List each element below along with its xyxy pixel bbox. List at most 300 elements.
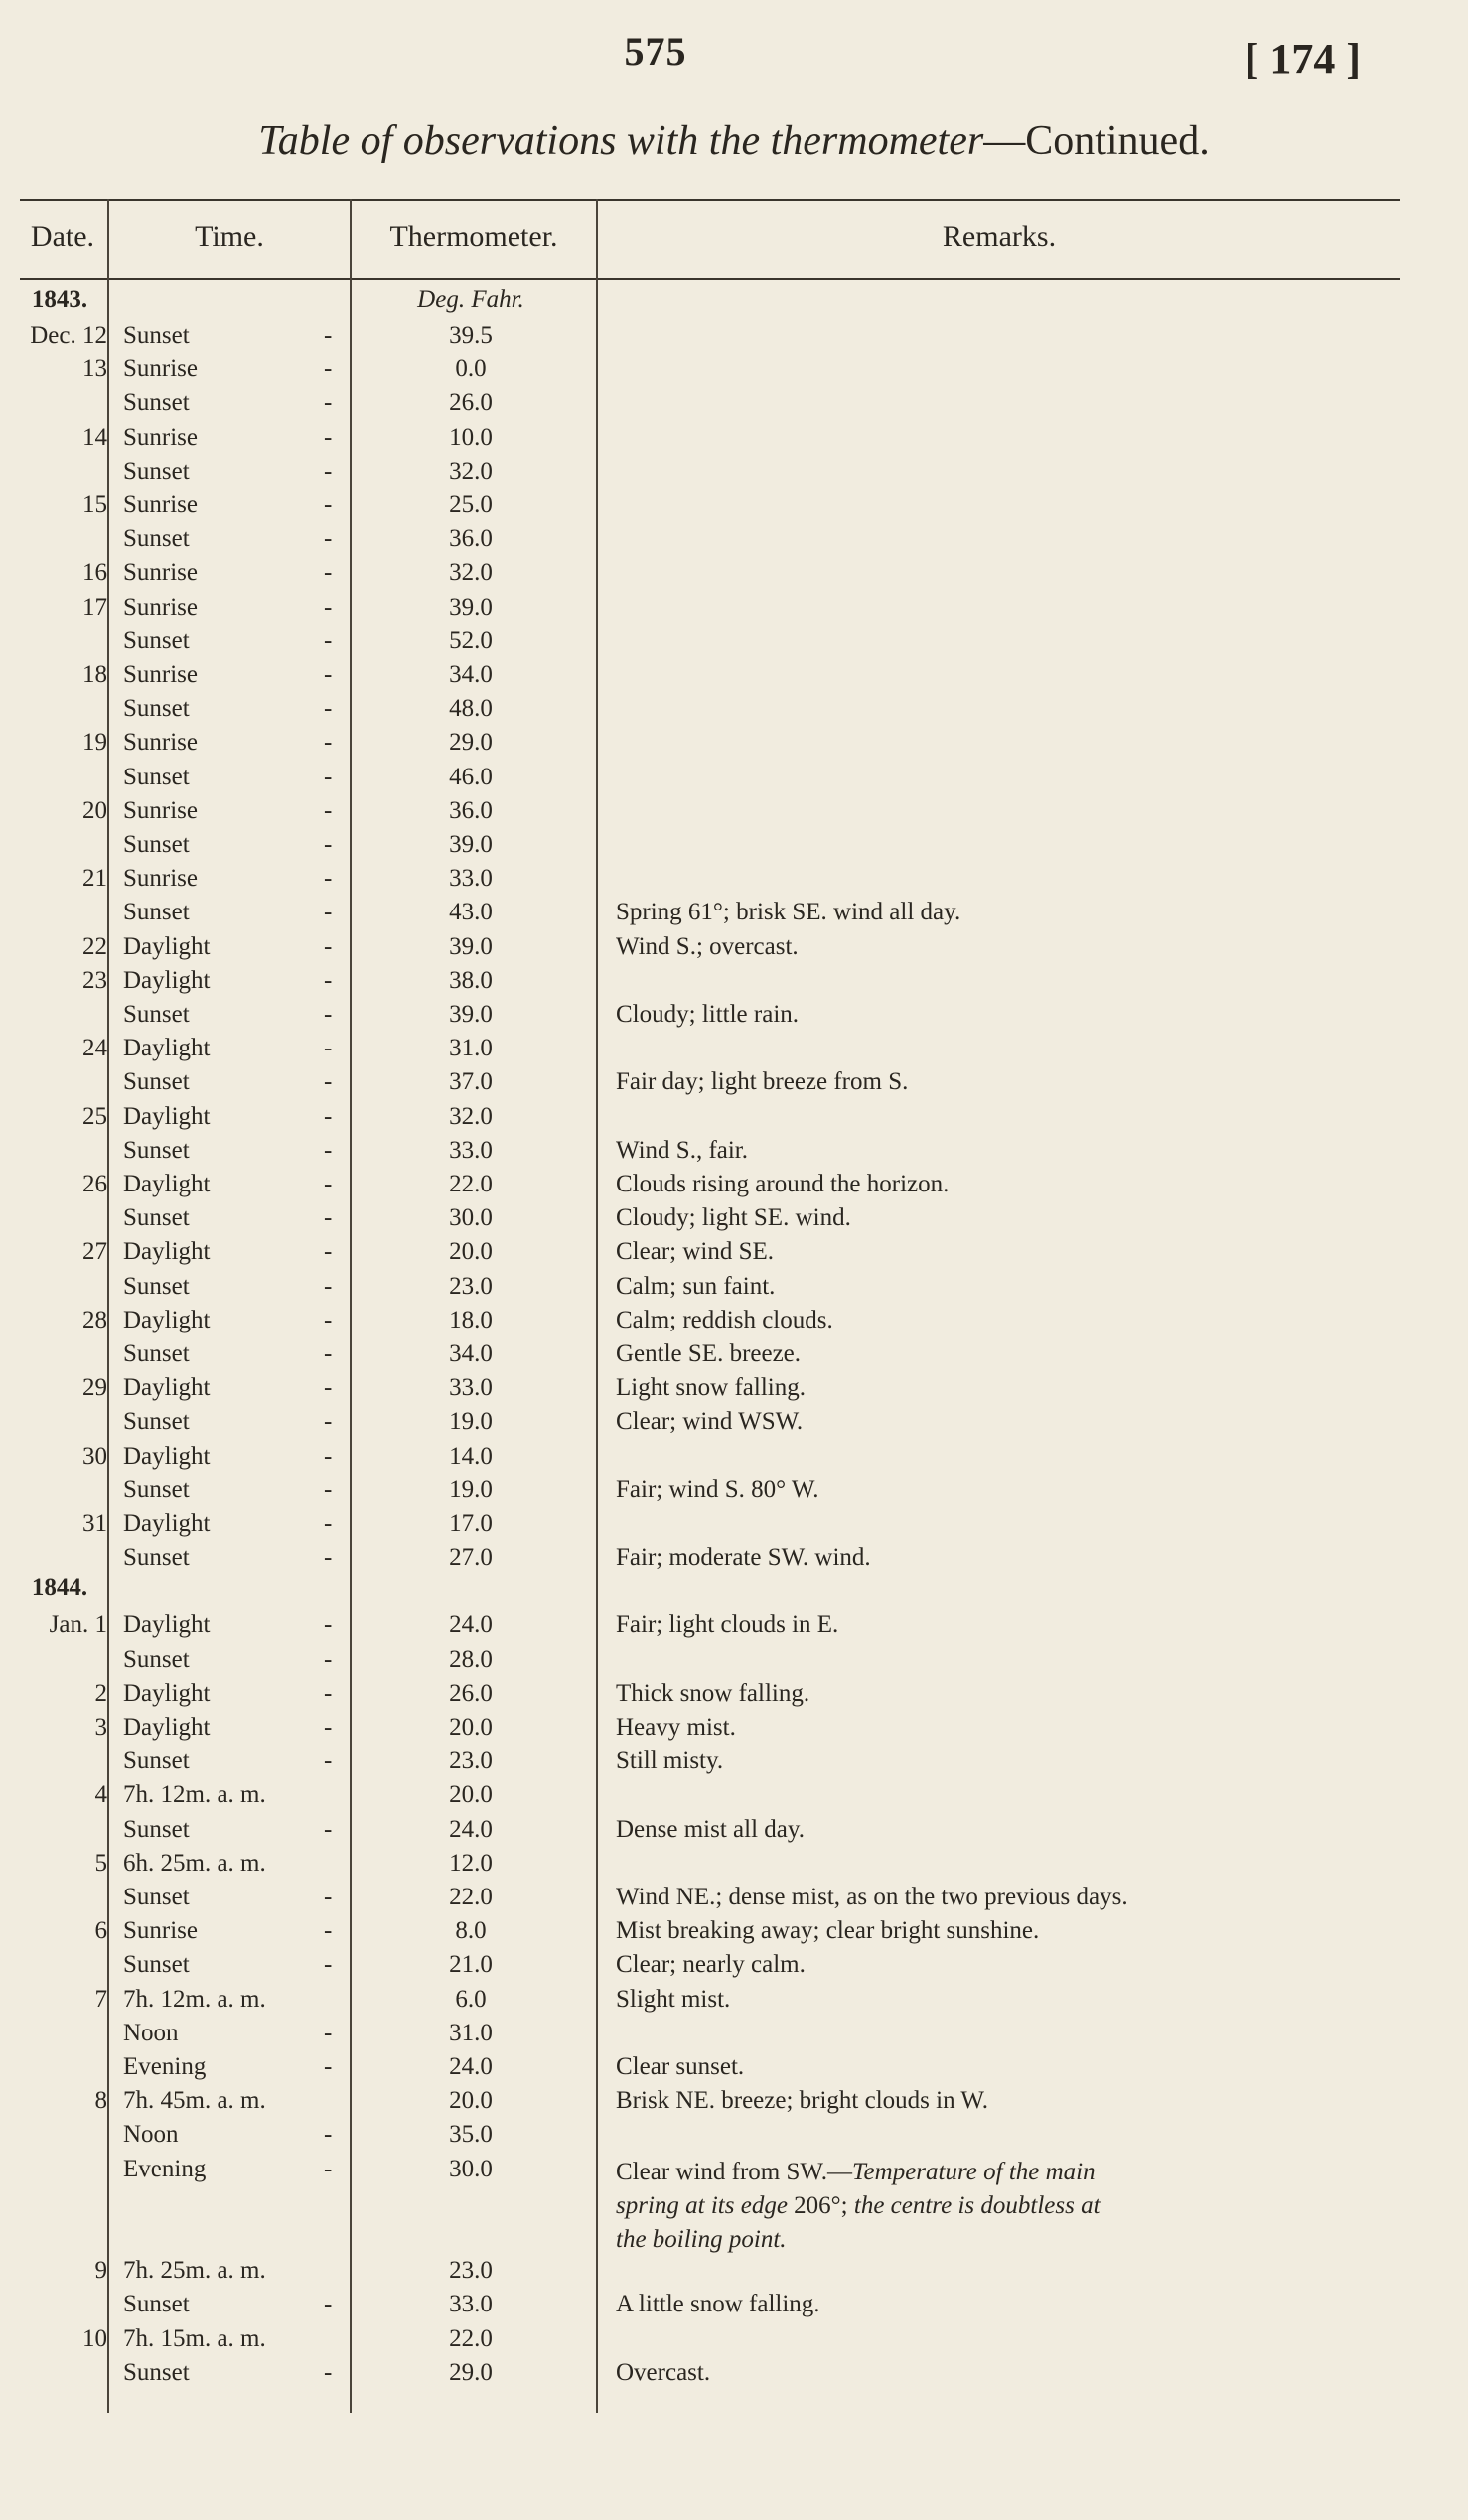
- row-date: 24: [82, 1035, 107, 1062]
- leader-dash: -: [324, 593, 333, 621]
- row-time: Sunset: [123, 1001, 190, 1028]
- row-date: 2: [94, 1679, 107, 1707]
- row-remark: Light snow falling.: [616, 1374, 806, 1402]
- table-row: [0, 1748, 1468, 1781]
- row-date: 28: [82, 1306, 107, 1333]
- row-remark: Spring 61°; brisk SE. wind all day.: [616, 899, 961, 926]
- leader-dash: -: [324, 1408, 333, 1436]
- table-row: [0, 1680, 1468, 1714]
- table-row: [0, 1646, 1468, 1680]
- row-time: Sunset: [123, 1815, 190, 1843]
- row-temperature: 35.0: [449, 2121, 493, 2149]
- row-remark: Cloudy; little rain.: [616, 1001, 800, 1028]
- table-row: [0, 1273, 1468, 1307]
- row-temperature: 39.5: [449, 322, 493, 349]
- row-temperature: 18.0: [449, 1306, 493, 1333]
- table-row: [0, 2156, 1468, 2189]
- row-time: 6h. 25m. a. m.: [123, 1849, 266, 1877]
- year-row: [0, 1574, 1468, 1608]
- row-time: Daylight: [123, 1510, 211, 1537]
- leader-dash: -: [324, 1884, 333, 1910]
- row-temperature: 37.0: [449, 1068, 493, 1096]
- row-remark: Cloudy; light SE. wind.: [616, 1204, 851, 1232]
- row-temperature: 43.0: [449, 899, 493, 926]
- table-row: [0, 764, 1468, 797]
- table-row: [0, 2087, 1468, 2121]
- row-temperature: 33.0: [449, 865, 493, 893]
- table-row: [0, 1611, 1468, 1645]
- observation-table: [0, 199, 1468, 2520]
- page-title: [0, 117, 1468, 165]
- row-temperature: 27.0: [449, 1544, 493, 1572]
- table-row: [0, 1340, 1468, 1374]
- row-temperature: 20.0: [449, 2087, 493, 2115]
- leader-dash: -: [324, 1815, 333, 1843]
- row-time: Noon: [123, 2019, 179, 2046]
- leader-dash: -: [324, 2358, 333, 2386]
- row-remark: Calm; sun faint.: [616, 1272, 776, 1300]
- row-time: 7h. 12m. a. m.: [123, 1781, 266, 1809]
- row-temperature: 36.0: [449, 525, 493, 553]
- row-remark: Clear; nearly calm.: [616, 1951, 806, 1979]
- row-temperature: 25.0: [449, 491, 493, 518]
- row-temperature: 39.0: [449, 1001, 493, 1028]
- row-time: Sunrise: [123, 729, 198, 757]
- row-time: Sunrise: [123, 355, 198, 383]
- table-row: [0, 1001, 1468, 1035]
- table-row: [0, 628, 1468, 661]
- row-remark: Brisk NE. breeze; bright clouds in W.: [616, 2087, 988, 2115]
- row-remark: Wind S., fair.: [616, 1136, 749, 1164]
- row-temperature: 23.0: [449, 2257, 493, 2285]
- table-row: [0, 2257, 1468, 2291]
- remark-italic: the centre is doubtless at: [853, 2191, 1101, 2219]
- table-row: [0, 899, 1468, 932]
- table-row: [0, 1238, 1468, 1272]
- row-temperature: 24.0: [449, 1611, 493, 1639]
- table-row: [0, 1714, 1468, 1748]
- row-date: 6: [94, 1917, 107, 1945]
- row-time: Daylight: [123, 1374, 211, 1402]
- row-remark: Wind S.; overcast.: [616, 932, 799, 960]
- leader-dash: -: [324, 1306, 333, 1333]
- row-remark: Clear; wind SE.: [616, 1238, 775, 1266]
- row-temperature: 6.0: [455, 1985, 487, 2013]
- row-time: Daylight: [123, 966, 211, 994]
- remark-italic: Temperature of the main: [851, 2158, 1096, 2185]
- table-row: [0, 355, 1468, 389]
- row-time: Daylight: [123, 1306, 211, 1333]
- title-italic: Table of observations with the thermometer: [258, 118, 984, 164]
- row-temperature: 39.0: [449, 593, 493, 621]
- row-time: Daylight: [123, 1611, 211, 1639]
- leader-dash: -: [324, 865, 333, 893]
- leader-dash: -: [324, 932, 333, 960]
- leader-dash: -: [324, 2053, 333, 2080]
- row-temperature: 22.0: [449, 1884, 493, 1910]
- row-temperature: 39.0: [449, 831, 493, 858]
- header-remarks: Remarks.: [942, 220, 1057, 253]
- row-time: Sunset: [123, 1408, 190, 1436]
- row-date: 15: [82, 491, 107, 518]
- row-date: 3: [94, 1714, 107, 1741]
- row-temperature: 20.0: [449, 1238, 493, 1266]
- row-time: Daylight: [123, 1679, 211, 1707]
- row-time: 7h. 12m. a. m.: [123, 1985, 266, 2013]
- row-temperature: 29.0: [449, 2358, 493, 2386]
- row-time: Sunset: [123, 1136, 190, 1164]
- leader-dash: -: [324, 661, 333, 688]
- row-temperature: 12.0: [449, 1849, 493, 1877]
- table-row: [0, 2121, 1468, 2155]
- row-remark: Fair; light clouds in E.: [616, 1611, 839, 1639]
- row-time: Sunset: [123, 2291, 190, 2318]
- table-row: [0, 2020, 1468, 2053]
- leader-dash: -: [324, 1951, 333, 1979]
- remark-italic: spring at its edge: [616, 2191, 788, 2219]
- row-time: Sunset: [123, 1272, 190, 1300]
- row-temperature: 30.0: [449, 1204, 493, 1232]
- row-time: Sunrise: [123, 796, 198, 824]
- leader-dash: -: [324, 729, 333, 757]
- table-row: [0, 967, 1468, 1001]
- row-temperature: 0.0: [455, 355, 487, 383]
- leader-dash: -: [324, 1714, 333, 1741]
- row-temperature: 32.0: [449, 457, 493, 485]
- row-date: 17: [82, 593, 107, 621]
- row-remark: Heavy mist.: [616, 1714, 736, 1741]
- row-remark: Clear; wind WSW.: [616, 1408, 804, 1436]
- page-number: 575: [624, 29, 687, 73]
- row-time: Sunset: [123, 899, 190, 926]
- header-thermometer: Thermometer.: [389, 220, 558, 253]
- row-temperature: 10.0: [449, 423, 493, 451]
- row-date: 4: [94, 1781, 107, 1809]
- header-time: Time.: [195, 220, 264, 253]
- row-temperature: 14.0: [449, 1442, 493, 1470]
- leader-dash: -: [324, 1272, 333, 1300]
- row-time: Sunset: [123, 1645, 190, 1673]
- leader-dash: -: [324, 831, 333, 858]
- leader-dash: -: [324, 1136, 333, 1164]
- row-remark: Still misty.: [616, 1748, 724, 1775]
- table-row: [0, 1986, 1468, 2020]
- row-time: Sunset: [123, 831, 190, 858]
- table-row: [0, 2325, 1468, 2359]
- row-temperature: 34.0: [449, 661, 493, 688]
- leader-dash: -: [324, 322, 333, 349]
- title-rest: —Continued.: [983, 118, 1210, 164]
- row-temperature: 26.0: [449, 1679, 493, 1707]
- table-row: [0, 458, 1468, 491]
- leader-dash: -: [324, 1544, 333, 1572]
- row-time: Sunset: [123, 322, 190, 349]
- row-date: 23: [82, 966, 107, 994]
- table-row: [0, 491, 1468, 525]
- leader-dash: -: [324, 1001, 333, 1028]
- table-row: [0, 695, 1468, 729]
- row-date: 31: [82, 1510, 107, 1537]
- row-time: Daylight: [123, 1714, 211, 1741]
- table-row: [0, 1544, 1468, 1578]
- row-temperature: 22.0: [449, 1171, 493, 1197]
- table-row: [0, 1816, 1468, 1850]
- leader-dash: -: [324, 796, 333, 824]
- leader-dash: -: [324, 1374, 333, 1402]
- row-date: 29: [82, 1374, 107, 1402]
- row-date: 20: [82, 796, 107, 824]
- row-time: Sunset: [123, 1068, 190, 1096]
- table-row: [0, 559, 1468, 593]
- table-row: [0, 1137, 1468, 1171]
- row-temperature: 31.0: [449, 1035, 493, 1062]
- table-row: [0, 1307, 1468, 1340]
- row-time: Sunset: [123, 1204, 190, 1232]
- leader-dash: -: [324, 1238, 333, 1266]
- table-row: [0, 1951, 1468, 1985]
- row-temperature: 34.0: [449, 1340, 493, 1367]
- row-time: Sunrise: [123, 559, 198, 587]
- row-date: 5: [94, 1849, 107, 1877]
- leader-dash: -: [324, 1204, 333, 1232]
- row-date: Jan. 1: [49, 1611, 107, 1639]
- remark-italic: the boiling point.: [616, 2225, 787, 2253]
- row-temperature: 8.0: [455, 1917, 487, 1945]
- row-temperature: 26.0: [449, 389, 493, 417]
- leader-dash: -: [324, 1171, 333, 1197]
- row-time: Sunset: [123, 2358, 190, 2386]
- leader-dash: -: [324, 1917, 333, 1945]
- row-date: 19: [82, 729, 107, 757]
- row-temperature: 28.0: [449, 1645, 493, 1673]
- row-temperature: 23.0: [449, 1748, 493, 1775]
- row-remark: Mist breaking away; clear bright sunshine.: [616, 1917, 1040, 1945]
- table-row: [0, 2359, 1468, 2393]
- row-temperature: 20.0: [449, 1714, 493, 1741]
- table-row: [0, 1850, 1468, 1884]
- row-temperature: 23.0: [449, 1272, 493, 1300]
- leader-dash: -: [324, 763, 333, 790]
- table-row: [0, 865, 1468, 899]
- table-row: [0, 2291, 1468, 2324]
- year-1844: 1844.: [31, 1574, 88, 1602]
- row-time: Sunset: [123, 695, 190, 723]
- row-time: Sunset: [123, 627, 190, 654]
- row-time: 7h. 25m. a. m.: [123, 2257, 266, 2285]
- row-temperature: 33.0: [449, 2291, 493, 2318]
- row-temperature: 48.0: [449, 695, 493, 723]
- row-temperature: 29.0: [449, 729, 493, 757]
- row-date: 25: [82, 1102, 107, 1130]
- row-time: Daylight: [123, 1442, 211, 1470]
- row-temperature: 31.0: [449, 2019, 493, 2046]
- table-row: [0, 1103, 1468, 1137]
- row-temperature: 19.0: [449, 1475, 493, 1503]
- row-temperature: 19.0: [449, 1408, 493, 1436]
- leader-dash: -: [324, 2019, 333, 2046]
- row-temperature: 33.0: [449, 1374, 493, 1402]
- row-date: 16: [82, 559, 107, 587]
- row-date: 9: [94, 2257, 107, 2285]
- row-time: Sunset: [123, 525, 190, 553]
- leader-dash: -: [324, 491, 333, 518]
- table-row: [0, 322, 1468, 355]
- row-time: Sunset: [123, 1748, 190, 1775]
- row-temperature: 24.0: [449, 1815, 493, 1843]
- row-date: 10: [82, 2324, 107, 2352]
- year-row: [0, 286, 1468, 320]
- header-date: Date.: [30, 220, 95, 253]
- row-time: Sunrise: [123, 593, 198, 621]
- table-row: [0, 1374, 1468, 1408]
- row-date: 27: [82, 1238, 107, 1266]
- table-row: [0, 933, 1468, 967]
- table-row: [0, 661, 1468, 695]
- row-remark: Fair; wind S. 80° W.: [616, 1475, 819, 1503]
- leader-dash: -: [324, 457, 333, 485]
- row-remark: Slight mist.: [616, 1985, 731, 2013]
- row-temperature: 24.0: [449, 2053, 493, 2080]
- row-time: Sunset: [123, 1544, 190, 1572]
- row-time: 7h. 15m. a. m.: [123, 2324, 266, 2352]
- row-date: 26: [82, 1171, 107, 1197]
- leader-dash: -: [324, 1679, 333, 1707]
- row-remark: Wind NE.; dense mist, as on the two previous days.: [616, 1884, 1128, 1910]
- row-temperature: 17.0: [449, 1510, 493, 1537]
- table-row: [0, 1510, 1468, 1544]
- row-time: Daylight: [123, 1238, 211, 1266]
- row-remark: Calm; reddish clouds.: [616, 1306, 833, 1333]
- leader-dash: -: [324, 525, 333, 553]
- leader-dash: -: [324, 355, 333, 383]
- row-date: 8: [94, 2087, 107, 2115]
- row-remark: Clouds rising around the horizon.: [616, 1171, 950, 1197]
- row-temperature: 20.0: [449, 1781, 493, 1809]
- leader-dash: -: [324, 2291, 333, 2318]
- row-date: 14: [82, 423, 107, 451]
- table-row: [0, 1443, 1468, 1476]
- leader-dash: -: [324, 695, 333, 723]
- leader-dash: -: [324, 1510, 333, 1537]
- year-1843: 1843.: [31, 286, 88, 313]
- row-temperature: 52.0: [449, 627, 493, 654]
- table-row: [0, 1068, 1468, 1102]
- row-remark: Clear sunset.: [616, 2053, 745, 2080]
- row-time: Sunset: [123, 389, 190, 417]
- table-row: [0, 1204, 1468, 1238]
- row-remark: Thick snow falling.: [616, 1679, 810, 1707]
- row-time: Sunrise: [123, 661, 198, 688]
- row-time: Daylight: [123, 1171, 211, 1197]
- row-temperature: 32.0: [449, 1102, 493, 1130]
- table-row: [0, 1171, 1468, 1204]
- row-time: Sunset: [123, 1951, 190, 1979]
- row-time: Sunrise: [123, 491, 198, 518]
- row-time: Sunrise: [123, 1917, 198, 1945]
- row-temperature: 36.0: [449, 796, 493, 824]
- leader-dash: -: [324, 627, 333, 654]
- row-time: Noon: [123, 2121, 179, 2149]
- bracket-page-number: [ 174 ]: [1244, 35, 1361, 83]
- row-time: Sunset: [123, 1884, 190, 1910]
- leader-dash: -: [324, 559, 333, 587]
- leader-dash: -: [324, 2155, 333, 2182]
- row-remark: A little snow falling.: [616, 2291, 820, 2318]
- row-temperature: 21.0: [449, 1951, 493, 1979]
- row-time: Sunset: [123, 763, 190, 790]
- leader-dash: -: [324, 1475, 333, 1503]
- table-row: [0, 389, 1468, 423]
- row-time: Sunrise: [123, 865, 198, 893]
- row-time: Daylight: [123, 1102, 211, 1130]
- row-time: Sunset: [123, 457, 190, 485]
- leader-dash: -: [324, 423, 333, 451]
- row-date: 22: [82, 932, 107, 960]
- row-temperature: 46.0: [449, 763, 493, 790]
- row-date: 18: [82, 661, 107, 688]
- table-row: [0, 1408, 1468, 1442]
- row-time: Evening: [123, 2053, 207, 2080]
- row-temperature: 33.0: [449, 1136, 493, 1164]
- leader-dash: -: [324, 1340, 333, 1367]
- row-time: Sunset: [123, 1475, 190, 1503]
- table-row: [0, 1035, 1468, 1068]
- leader-dash: -: [324, 899, 333, 926]
- table-row: [0, 729, 1468, 763]
- row-date: Dec. 12: [30, 322, 107, 349]
- table-row: [0, 1476, 1468, 1510]
- leader-dash: -: [324, 966, 333, 994]
- row-temperature: 30.0: [449, 2155, 493, 2182]
- leader-dash: -: [324, 1035, 333, 1062]
- table-row: [0, 594, 1468, 628]
- row-time: Sunset: [123, 1340, 190, 1367]
- row-remark: Overcast.: [616, 2358, 711, 2386]
- row-date: 30: [82, 1442, 107, 1470]
- table-row: [0, 2053, 1468, 2087]
- row-date: 21: [82, 865, 107, 893]
- leader-dash: -: [324, 1068, 333, 1096]
- leader-dash: -: [324, 1611, 333, 1639]
- row-remark: Fair; moderate SW. wind.: [616, 1544, 871, 1572]
- row-remark: Dense mist all day.: [616, 1815, 806, 1843]
- table-header-rule: [20, 278, 1400, 280]
- table-row: [0, 831, 1468, 865]
- table-row: [0, 797, 1468, 831]
- row-temperature: 39.0: [449, 932, 493, 960]
- table-row: [0, 1917, 1468, 1951]
- leader-dash: -: [324, 2121, 333, 2149]
- table-top-rule: [20, 199, 1400, 201]
- row-temperature: 38.0: [449, 966, 493, 994]
- table-row: [0, 525, 1468, 559]
- table-row: [0, 1884, 1468, 1917]
- row-temperature: 32.0: [449, 559, 493, 587]
- leader-dash: -: [324, 1442, 333, 1470]
- row-time: Sunrise: [123, 423, 198, 451]
- row-remark: Gentle SE. breeze.: [616, 1340, 802, 1367]
- table-row: [0, 1781, 1468, 1815]
- row-temperature: 22.0: [449, 2324, 493, 2352]
- leader-dash: -: [324, 1645, 333, 1673]
- row-time: Evening: [123, 2155, 207, 2182]
- row-remark: Fair day; light breeze from S.: [616, 1068, 909, 1096]
- row-date: 7: [94, 1985, 107, 2013]
- row-date: 13: [82, 355, 107, 383]
- table-row: [0, 424, 1468, 458]
- leader-dash: -: [324, 389, 333, 417]
- remark-text: 206°;: [787, 2191, 854, 2219]
